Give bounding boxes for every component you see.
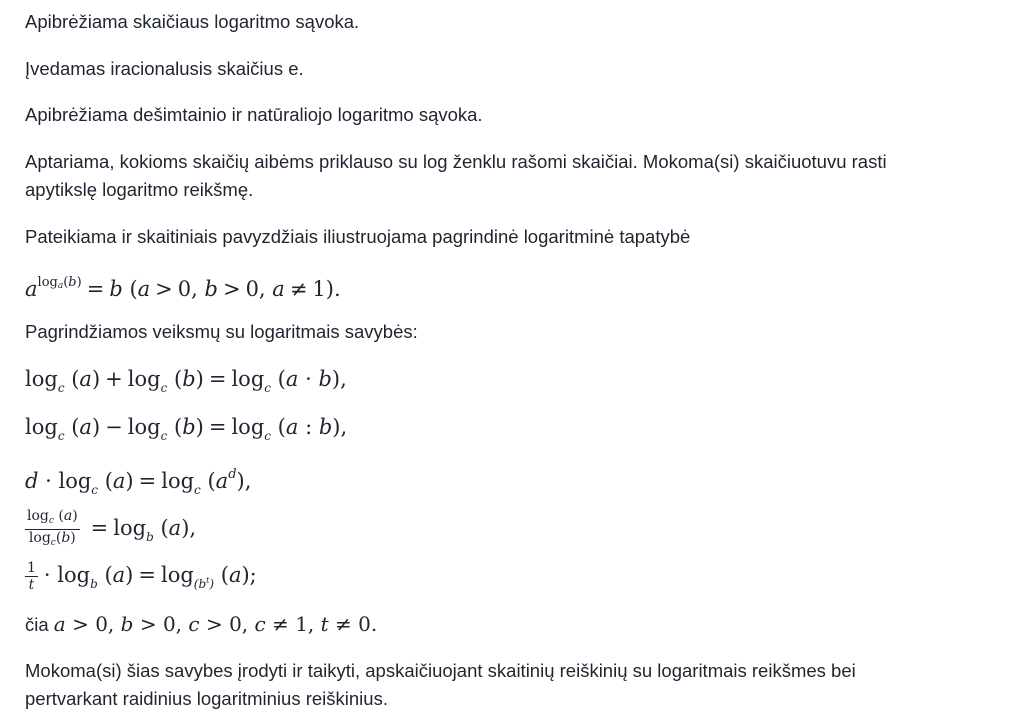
formula-main-identity: $a^{log_a(b)} = b$ (a > 0, b > 0, a ≠ 1). xyxy=(25,275,341,301)
formula-log-power: $d \cdot \log_c (a) = \log_c (a^d)$, xyxy=(25,467,252,497)
formula-base-change: $\frac{\log_c (a)}{\log_c(b)}$ = $\log_b (a)$, xyxy=(25,508,196,552)
paragraph-prove-apply-line1: Mokoma(si) šias savybes įrodyti ir taikyti, apskaičiuojant skaitinių reiškinių su logaritmais reikšmes bei xyxy=(25,660,856,681)
paragraph-log-properties: Pagrindžiamos veiksmų su logaritmais savybės: xyxy=(25,321,418,342)
fraction-log-ratio: $\frac{\log_c (a)}{\log_c(b)}$ xyxy=(27,508,78,548)
paragraph-number-e: Įvedamas iracionalusis skaičius e. xyxy=(25,58,304,79)
formula-base-power: $\frac{1}{t}$ · $\log_b (a) = \log_{(b^t)} (a)$; xyxy=(27,560,257,593)
paragraph-number-sets-line1: Aptariama, kokioms skaičių aibėms priklauso su log ženklu rašomi skaičiai. Mokoma(si) skaičiuotuvu rasti xyxy=(25,151,887,172)
fraction-one-over-t: $\frac{1}{t}$ xyxy=(27,560,36,593)
conditions-prefix: čia xyxy=(25,614,49,635)
paragraph-prove-apply-line2: pertvarkant raidinius logaritminius reiškinius. xyxy=(25,688,388,709)
formula-conditions: čia a > 0, b > 0, c > 0, c ≠ 1, t ≠ 0. xyxy=(25,612,378,636)
paragraph-main-identity: Pateikiama ir skaitiniais pavyzdžiais iliustruojama pagrindinė logaritminė tapatybė xyxy=(25,226,691,247)
paragraph-log-definition: Apibrėžiama skaičiaus logaritmo sąvoka. xyxy=(25,11,360,32)
paragraph-decimal-natural-log: Apibrėžiama dešimtainio ir natūraliojo logaritmo sąvoka. xyxy=(25,104,483,125)
formula-log-difference: $\log_c (a) - \log_c (b) = \log_c (a$ : b), xyxy=(25,415,348,443)
formula-log-sum: $\log_c (a) + \log_c (b) = \log_c (a \cdot b)$, xyxy=(25,367,347,395)
paragraph-number-sets-line2: apytikslę logaritmo reikšmę. xyxy=(25,179,254,200)
